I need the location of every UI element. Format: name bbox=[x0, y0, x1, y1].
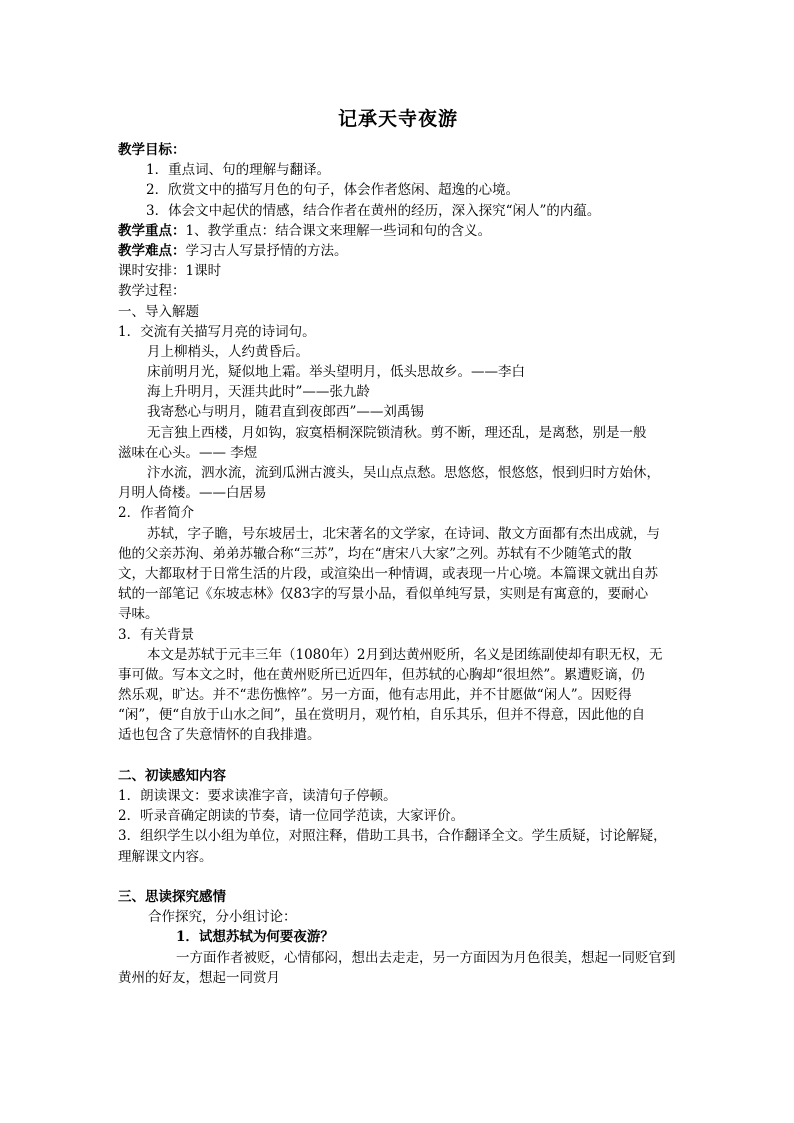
background-paragraph-line: 然乐观，旷达。并不“悲伤憔悴”。另一方面，他有志用此，并不甘愿做“闲人”。因贬得 bbox=[118, 687, 632, 704]
difficulties-label: 教学难点： bbox=[118, 242, 186, 259]
poem-line: 滋味在心头。—— 李煜 bbox=[118, 444, 258, 461]
author-paragraph-line: 苏轼，字子瞻，号东坡居士，北宋著名的文学家，在诗词、散文方面都有杰出成就，与 bbox=[147, 525, 660, 542]
section1-heading: 一、导入解题 bbox=[118, 303, 199, 320]
section3-answer-line: 黄州的好友，想起一同赏月 bbox=[118, 969, 280, 986]
spacer bbox=[118, 746, 678, 766]
key-points-label: 教学重点： bbox=[118, 222, 186, 239]
section2-heading: 二、初读感知内容 bbox=[118, 767, 226, 784]
author-paragraph-line: 他的父亲苏洵、弟弟苏辙合称“三苏”，均在“唐宋八大家”之列。苏轼有不少随笔式的散 bbox=[118, 545, 632, 562]
objectives-label: 教学目标： bbox=[118, 142, 186, 158]
background-paragraph-line: “闲”，便“自放于山水之间”，虽在赏明月，观竹柏，自乐其乐，但并不得意，因此他的自 bbox=[118, 707, 646, 724]
part3-heading: 3．有关背景 bbox=[118, 626, 195, 643]
schedule: 课时安排：1课时 bbox=[118, 263, 222, 280]
background-paragraph-line: 适也包含了失意情怀的自我排遣。 bbox=[118, 727, 321, 744]
section2-item: 3．组织学生以小组为单位，对照注释，借助工具书，合作翻译全文。学生质疑，讨论解疑， bbox=[118, 828, 667, 845]
section2-item: 理解课文内容。 bbox=[118, 848, 213, 865]
author-paragraph-line: 文，大都取材于日常生活的片段，或渲染出一种情调，或表现一片心境。本篇课文就出自苏 bbox=[118, 565, 658, 582]
poem-line: 海上升明月，天涯共此时”——张九龄 bbox=[147, 384, 370, 401]
difficulties-text: 学习古人写景抒情的方法。 bbox=[185, 242, 348, 259]
key-points-text: 1、教学重点：结合课文来理解一些词和句的含义。 bbox=[185, 222, 492, 239]
key-points bbox=[118, 221, 678, 241]
spacer bbox=[118, 867, 678, 887]
objective-item: 2．欣赏文中的描写月色的句子，体会作者悠闲、超逸的心境。 bbox=[146, 182, 520, 199]
background-paragraph-line: 事可做。写本文之时，他在黄州贬所已近四年，但苏轼的心胸却“很坦然”。累遭贬谪，仍 bbox=[118, 666, 645, 683]
process-label: 教学过程： bbox=[118, 283, 186, 300]
difficulties bbox=[118, 241, 678, 261]
poem-line: 月上柳梢头，人约黄昏后。 bbox=[147, 343, 309, 360]
part1-heading: 1．交流有关描写月亮的诗词句。 bbox=[118, 323, 316, 340]
page-title: 记承天寺夜游 bbox=[337, 108, 458, 130]
poem-line: 月明人倚楼。——白居易 bbox=[118, 485, 267, 502]
poem-line: 汴水流，泗水流，流到瓜洲古渡头，吴山点点愁。思悠悠，恨悠悠，恨到归时方始休， bbox=[147, 465, 660, 481]
poem-line: 无言独上西楼，月如钩，寂寞梧桐深院锁清秋。剪不断，理还乱，是离愁，别是一般 bbox=[147, 424, 647, 441]
part2-heading: 2．作者简介 bbox=[118, 505, 195, 522]
poem-line: 床前明月光，疑似地上霜。举头望明月，低头思故乡。——李白 bbox=[147, 364, 525, 381]
section3-question: 1．试想苏轼为何要夜游？ bbox=[176, 929, 334, 946]
section2-item: 1．朗读课文：要求读准字音，读清句子停顿。 bbox=[118, 788, 397, 804]
section3-heading: 三、思读探究感情 bbox=[118, 888, 226, 905]
objective-item: 1．重点词、句的理解与翻译。 bbox=[146, 162, 331, 179]
poem-line: 我寄愁心与明月，随君直到夜郎西”——刘禹锡 bbox=[147, 404, 424, 421]
section3-intro: 合作探究，分小组讨论： bbox=[148, 909, 297, 926]
author-paragraph-line: 轼的一部笔记《东坡志林》仅83字的写景小品，看似单纯写景，实则是有寓意的，要耐心 bbox=[118, 586, 649, 603]
section2-item: 2．听录音确定朗读的节奏，请一位同学范读，大家评价。 bbox=[118, 808, 465, 825]
document-body bbox=[118, 140, 678, 988]
section3-answer-line: 一方面作者被贬，心情郁闷，想出去走走，另一方面因为月色很美，想起一同贬官到 bbox=[176, 949, 676, 966]
background-paragraph-line: 本文是苏轼于元丰三年（1080年）2月到达黄州贬所，名义是团练副使却有职无权，无 bbox=[147, 646, 663, 663]
author-paragraph-line: 寻味。 bbox=[118, 606, 159, 623]
objective-item: 3．体会文中起伏的情感，结合作者在黄州的经历，深入探究“闲人”的内蕴。 bbox=[146, 202, 601, 219]
